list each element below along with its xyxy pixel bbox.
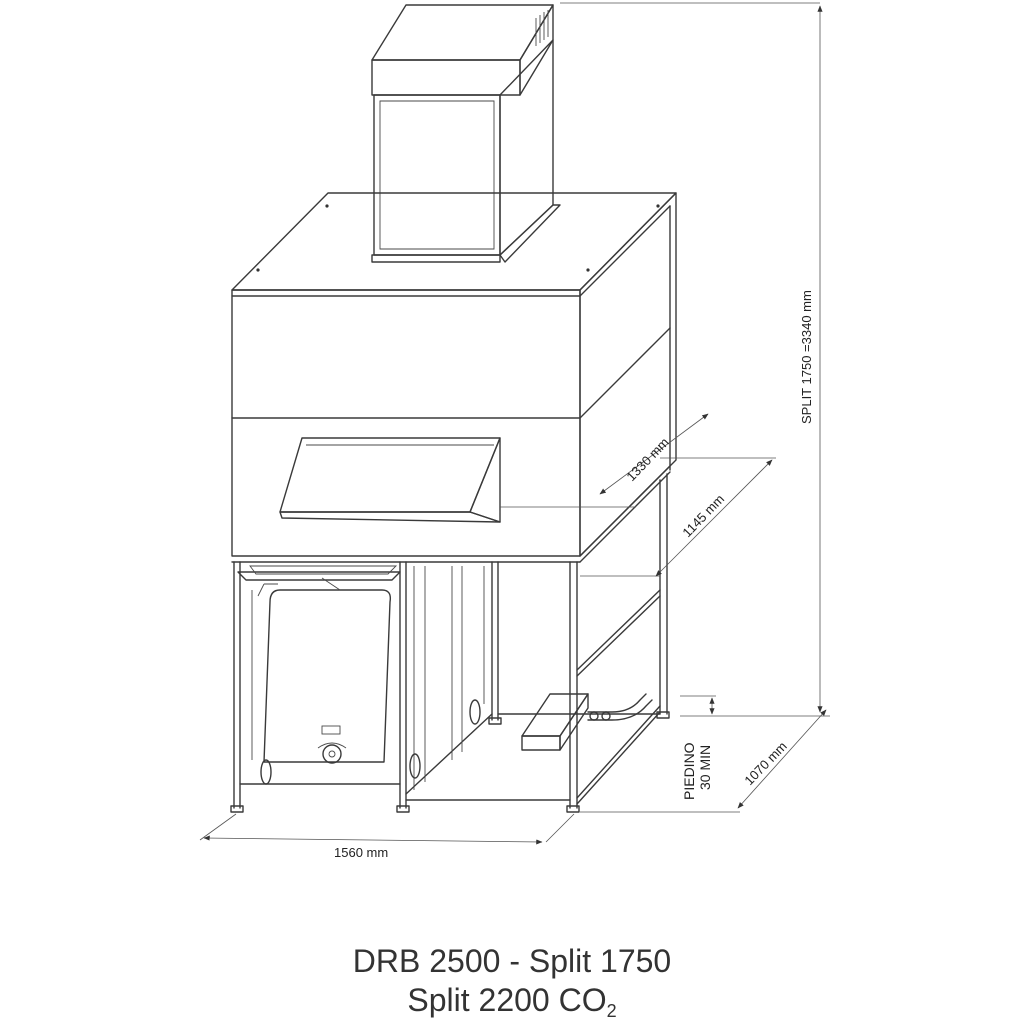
dimension-height [560, 3, 830, 716]
caption-subscript: 2 [606, 1001, 617, 1021]
width-label: 1560 mm [334, 845, 389, 860]
depth-1330-label: 1330 mm [623, 434, 672, 485]
dimension-width [200, 814, 574, 860]
caption-line-2: Split 2200 CO [407, 982, 607, 1018]
foot-label-1: PIEDINO [681, 742, 697, 800]
depth-1145-label: 1145 mm [679, 491, 728, 541]
caption-variant [0, 981, 1024, 1030]
dimension-foot [680, 696, 716, 800]
caption-model [0, 942, 1024, 980]
caption-line-1: DRB 2500 - Split 1750 [352, 943, 672, 979]
height-label: SPLIT 1750 =3340 mm [799, 290, 814, 424]
dimension-depth-1145 [580, 458, 776, 576]
dispensing-chute [280, 438, 500, 522]
split-unit [372, 5, 560, 262]
dimension-depth-1330 [500, 414, 708, 507]
base-depth-label: 1070 mm [741, 738, 790, 789]
ice-cart [238, 566, 480, 784]
foot-label-2: 30 MIN [697, 744, 713, 790]
